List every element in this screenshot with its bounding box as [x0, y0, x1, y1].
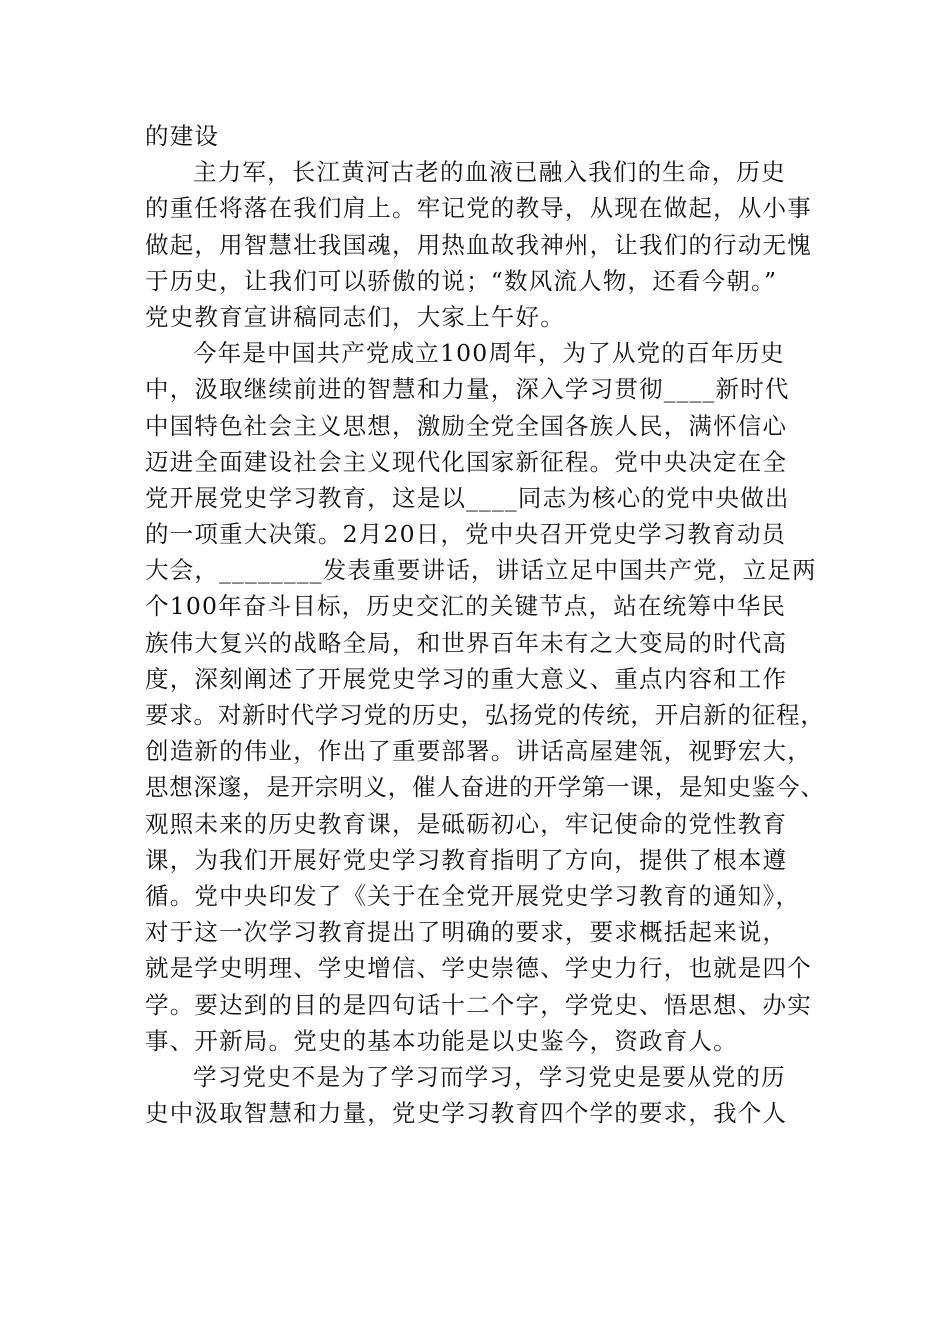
document-body	[145, 118, 825, 1131]
text-line: 就是学史明理、学史增信、学史崇德、学史力行，也就是四个	[145, 954, 812, 983]
text-line: 创造新的伟业，作出了重要部署。讲话高屋建瓴，视野宏大，	[145, 737, 812, 766]
text-line: 迈进全面建设社会主义现代化国家新征程。党中央决定在全	[145, 447, 788, 476]
text-line: 党开展党史学习教育，这是以____同志为核心的党中央做出	[145, 483, 790, 512]
text-line: 的重任将落在我们肩上。牢记党的教导，从现在做起，从小事	[145, 194, 812, 223]
text-line: 事、开新局。党史的基本功能是以史鉴今，资政育人。	[145, 1026, 738, 1055]
text-line: 史中汲取智慧和力量，党史学习教育四个学的要求，我个人	[145, 1099, 788, 1128]
text-line: 族伟大复兴的战略全局，和世界百年未有之大变局的时代高	[145, 628, 788, 657]
paragraph-first-line: 学习党史不是为了学习而学习，学习党史是要从党的历	[193, 1062, 786, 1091]
text-line: 循。党中央印发了《关于在全党开展党史学习教育的通知》，	[145, 881, 801, 910]
text-line: 思想深邃，是开宗明义，催人奋进的开学第一课，是知史鉴今、	[145, 773, 825, 802]
text-line: 学。要达到的目的是四句话十二个字，学党史、悟思想、办实	[145, 990, 812, 1019]
text-line: 度，深刻阐述了开展党史学习的重大意义、重点内容和工作	[145, 664, 788, 693]
text-line: 党史教育宣讲稿同志们，大家上午好。	[145, 302, 565, 331]
text-line: 观照未来的历史教育课，是砥砺初心，牢记使命的党性教育	[145, 809, 788, 838]
text-line: 中，汲取继续前进的智慧和力量，深入学习贯彻____新时代	[145, 375, 790, 404]
text-line: 大会，________发表重要讲话，讲话立足中国共产党，立足两	[145, 556, 817, 585]
text-line: 课，为我们开展好党史学习教育指明了方向，提供了根本遵	[145, 845, 788, 874]
paragraph-first-line: 今年是中国共产党成立100周年，为了从党的百年历史	[193, 339, 785, 368]
paragraph-first-line: 主力军，长江黄河古老的血液已融入我们的生命，历史	[193, 158, 786, 187]
text-line: 的一项重大决策。2月20日，党中央召开党史学习教育动员	[145, 520, 787, 549]
text-line: 要求。对新时代学习党的历史，弘扬党的传统，开启新的征程，	[145, 701, 825, 729]
text-line: 个100年奋斗目标，历史交汇的关键节点，站在统筹中华民	[145, 592, 787, 621]
text-line: 的建设	[145, 122, 220, 150]
text-line: 对于这一次学习教育提出了明确的要求，要求概括起来说，	[145, 918, 788, 947]
text-line: 做起，用智慧壮我国魂，用热血故我神州，让我们的行动无愧	[145, 230, 812, 259]
text-line: 于历史，让我们可以骄傲的说；“数风流人物，还看今朝。”	[145, 266, 778, 295]
text-line: 中国特色社会主义思想，激励全党全国各族人民，满怀信心	[145, 411, 788, 440]
